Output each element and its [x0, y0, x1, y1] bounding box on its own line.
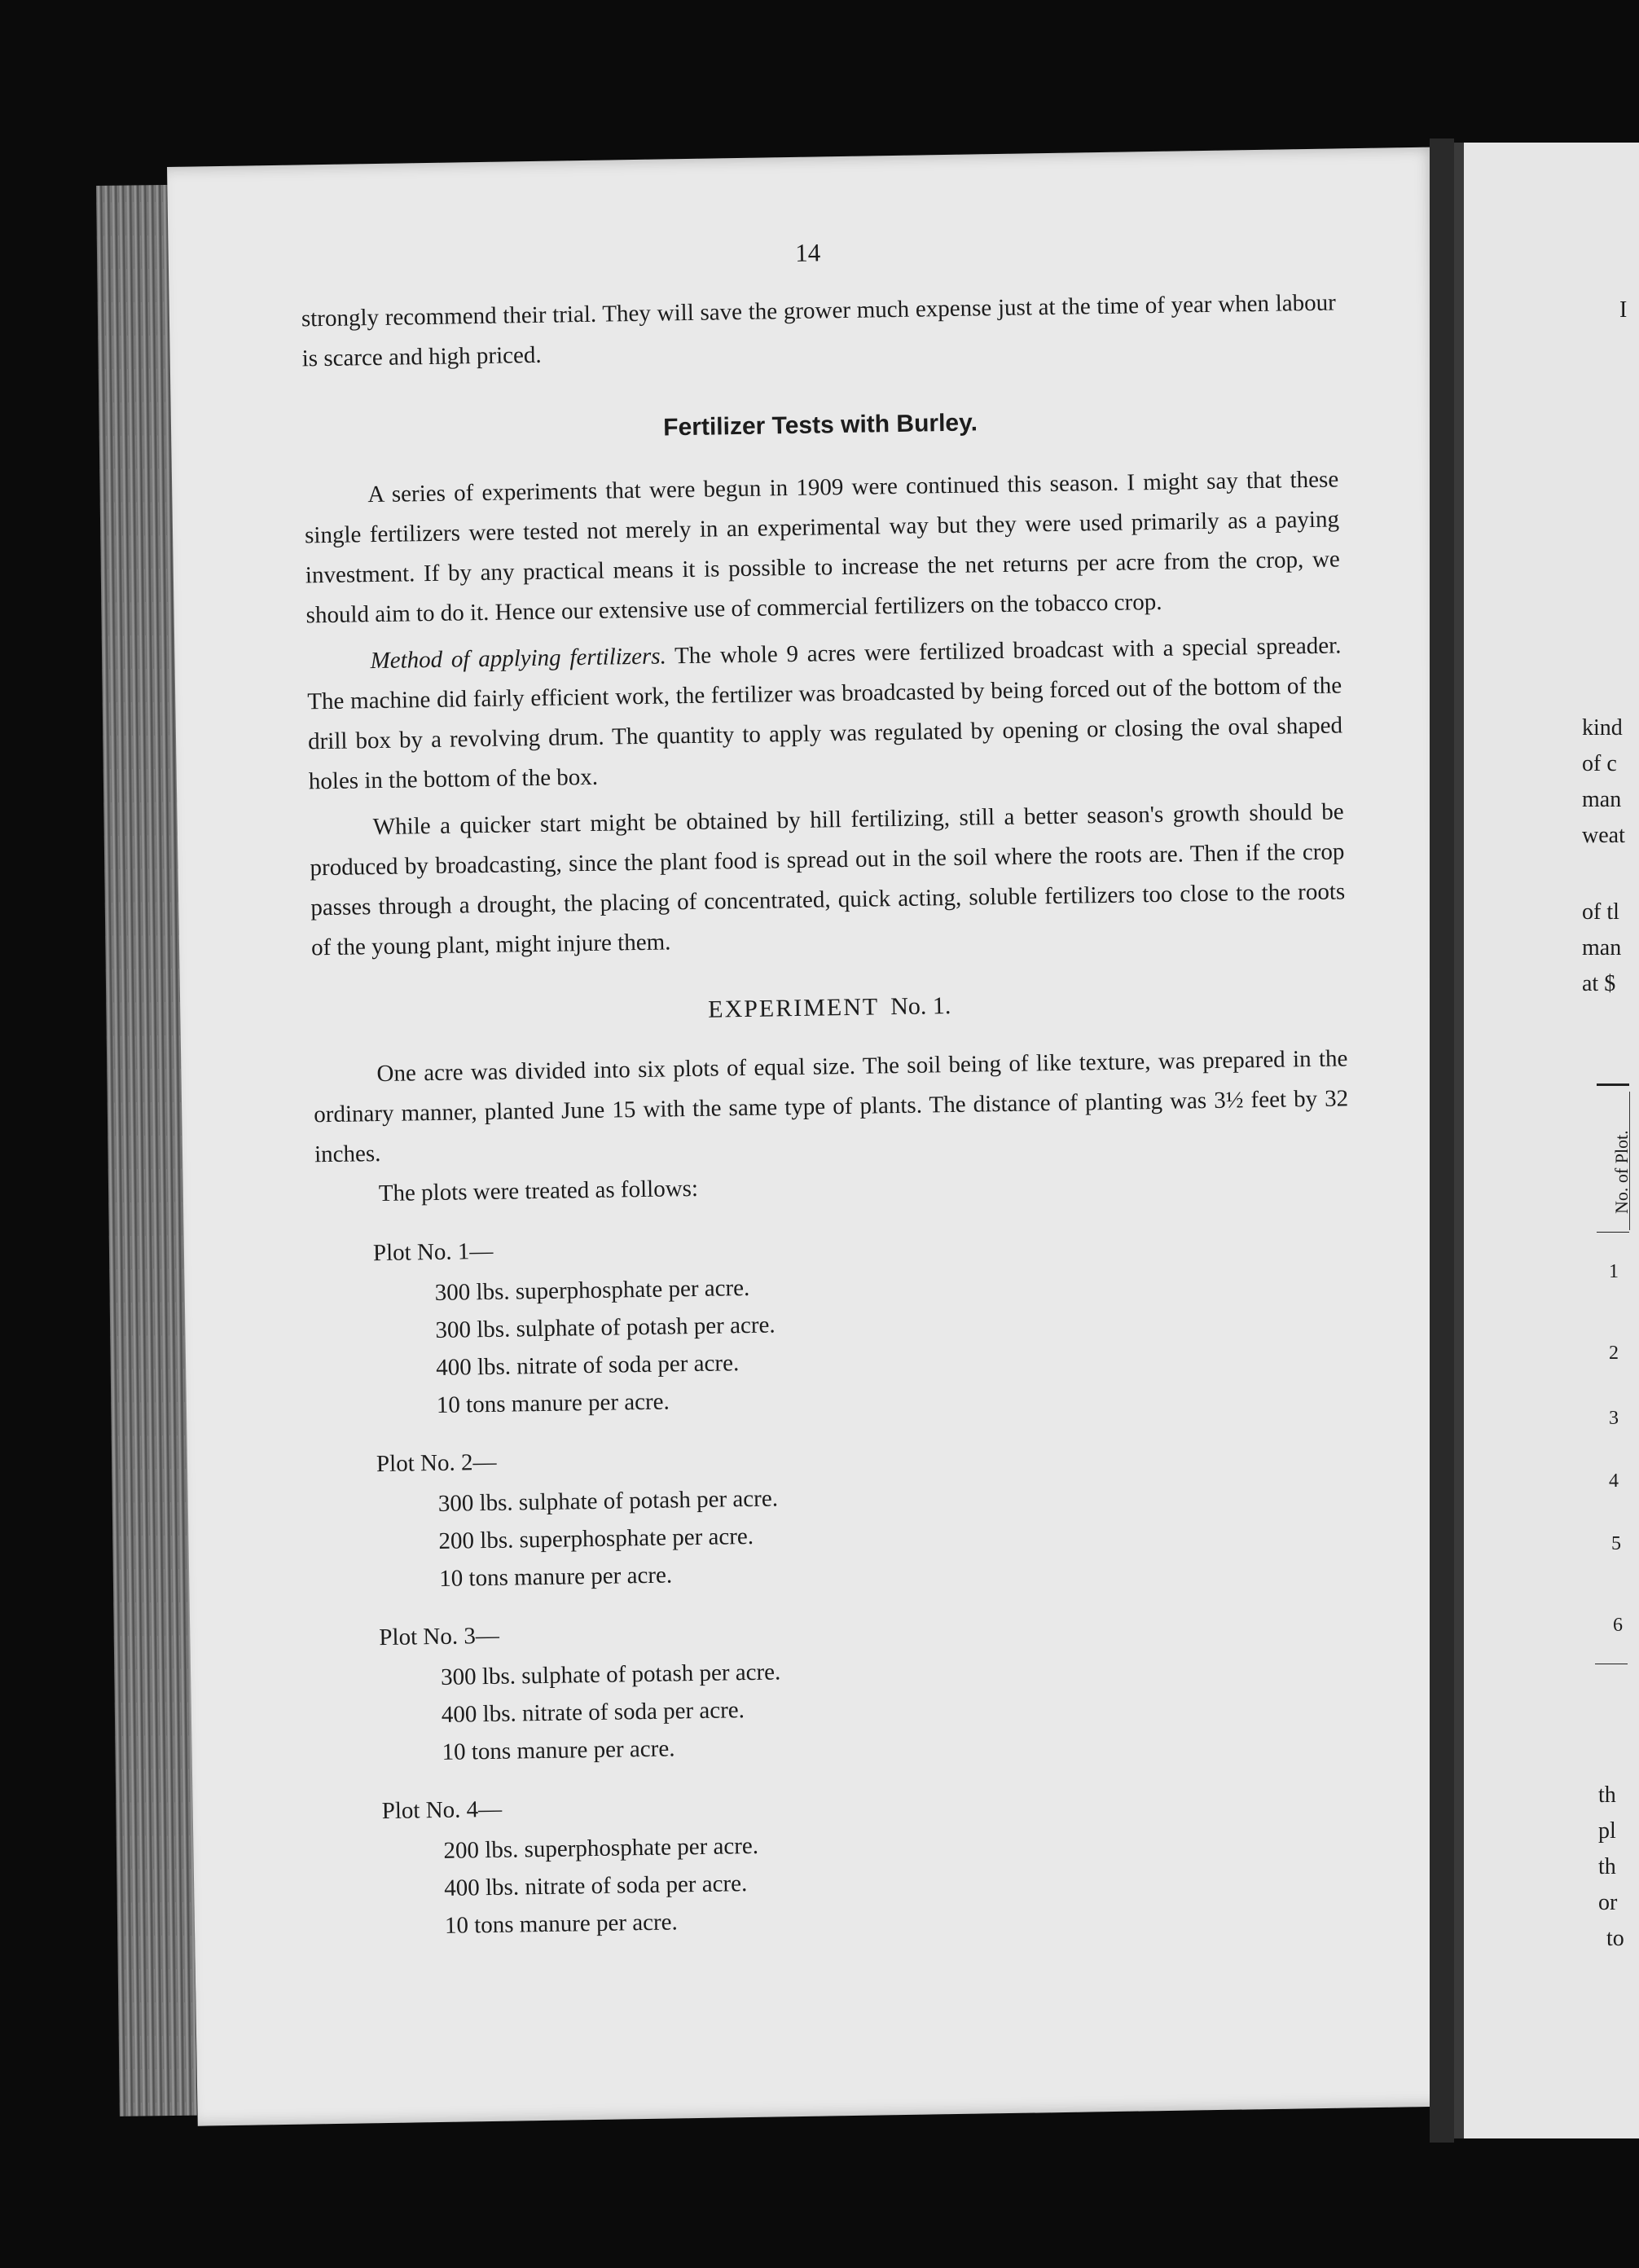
table-column-header	[1597, 1092, 1630, 1230]
page-content	[301, 283, 1362, 1946]
table-row-number: 2	[1609, 1343, 1619, 1364]
right-page-fragment: man	[1582, 935, 1622, 960]
right-page-fragment: to	[1606, 1926, 1624, 1951]
paragraph-plots: One acre was divided into six plots of equal size. The soil being of like texture, was prepared in the ordinary manner, planted June 15 with the same type of plants. The distance of planting was 3½ feet by 32 inches.	[314, 1045, 1349, 1168]
table-row-number: 1	[1609, 1261, 1619, 1282]
table-row-number: 5	[1611, 1533, 1621, 1554]
plot-item: 400 lbs. nitrate of soda per acre.	[441, 1697, 745, 1728]
right-page-fragment: I	[1619, 297, 1628, 323]
plot-heading: Plot No. 1—	[372, 1237, 494, 1267]
table-row-number: 4	[1609, 1470, 1619, 1492]
plot-heading: Plot No. 2—	[376, 1448, 497, 1478]
left-page	[167, 147, 1469, 2125]
plot-item: 300 lbs. superphosphate per acre.	[434, 1274, 750, 1307]
plot-item: 300 lbs. sulphate of potash per acre.	[435, 1312, 776, 1343]
plot-3	[322, 1602, 1359, 1773]
plot-4	[324, 1776, 1361, 1946]
book-gutter	[1430, 138, 1454, 2143]
right-page-fragment: man	[1582, 787, 1622, 812]
paragraph-method	[306, 626, 1343, 802]
plot-1	[316, 1218, 1354, 1426]
treated-line: The plots were treated as follows:	[378, 1175, 699, 1207]
page-number: 14	[794, 238, 821, 267]
right-page-fragment: th	[1598, 1782, 1616, 1808]
plot-item: 10 tons manure per acre.	[444, 1909, 679, 1939]
paragraph-experiments: A series of experiments that were begun in 1909 were continued this season. I might say that these single fertilizers were tested not merely in an experimental way but they were used primarily as a paying investment. If by any practical means it is possible to increase the net returns per acre from the crop, we should aim to do it. Hence our extensive use of commercial fertilizers on the tobacco crop.	[304, 466, 1340, 629]
plot-item: 10 tons manure per acre.	[439, 1562, 673, 1592]
paragraph-broadcasting: While a quicker start might be obtained by hill fertilizing, still a better season's growth should be produced by broadcasting, since the plant food is spread out in the soil where the roots are. Then if the crop passes through a drought, the placing of concentrated, quick acting, soluble fertilizers too close to the roots of the young plant, might injure them.	[310, 798, 1346, 961]
plot-item: 400 lbs. nitrate of soda per acre.	[443, 1870, 748, 1901]
method-lead: Method of applying fertilizers.	[370, 643, 667, 675]
right-page-fragment: kind	[1582, 715, 1623, 741]
experiment-title: EXPERIMENT	[707, 993, 880, 1023]
plot-2	[319, 1429, 1356, 1599]
table-header-rule	[1597, 1232, 1629, 1233]
section-heading: Fertilizer Tests with Burley.	[663, 409, 978, 442]
right-page-fragment: of c	[1582, 751, 1617, 776]
right-page-fragment: at $	[1582, 971, 1616, 996]
plot-heading: Plot No. 4—	[381, 1796, 503, 1825]
plot-item: 200 lbs. superphosphate per acre.	[443, 1832, 759, 1864]
plot-item: 300 lbs. sulphate of potash per acre.	[437, 1485, 779, 1517]
experiment-number: No. 1.	[890, 992, 951, 1021]
experiment-heading	[312, 979, 1347, 1035]
plot-item: 200 lbs. superphosphate per acre.	[438, 1523, 754, 1554]
method-text: The whole 9 acres were fertilized broadcast with a special spreader. The machine did fairly efficient work, the fertilizer was broadcasted by being forced out of the bottom of the drill box by a revolving drum. The quantity to apply was regulated by opening or closing the oval shaped holes in the bottom of the box.	[307, 632, 1343, 795]
right-page-fragment: or	[1598, 1890, 1618, 1915]
plot-list	[316, 1218, 1362, 1946]
right-page-fragment: weat	[1582, 823, 1625, 848]
plot-item: 10 tons manure per acre.	[436, 1388, 670, 1418]
intro-paragraph: strongly recommend their trial. They will save the grower much expense just at the time of year when labour is scarce and high priced.	[301, 289, 1337, 372]
right-page-fragment: th	[1598, 1854, 1616, 1879]
plot-item: 10 tons manure per acre.	[442, 1735, 675, 1765]
right-page-fragment: of tl	[1582, 899, 1619, 925]
plot-item: 400 lbs. nitrate of soda per acre.	[435, 1350, 740, 1381]
table-top-rule	[1597, 1083, 1629, 1086]
plot-item: 300 lbs. sulphate of potash per acre.	[440, 1659, 781, 1690]
table-row-number: 6	[1613, 1615, 1623, 1636]
right-page-fragment: pl	[1598, 1818, 1616, 1844]
plot-column-header: No. of Plot.	[1611, 1130, 1632, 1214]
plot-heading: Plot No. 3—	[379, 1622, 500, 1651]
table-row-number: 3	[1609, 1408, 1619, 1429]
